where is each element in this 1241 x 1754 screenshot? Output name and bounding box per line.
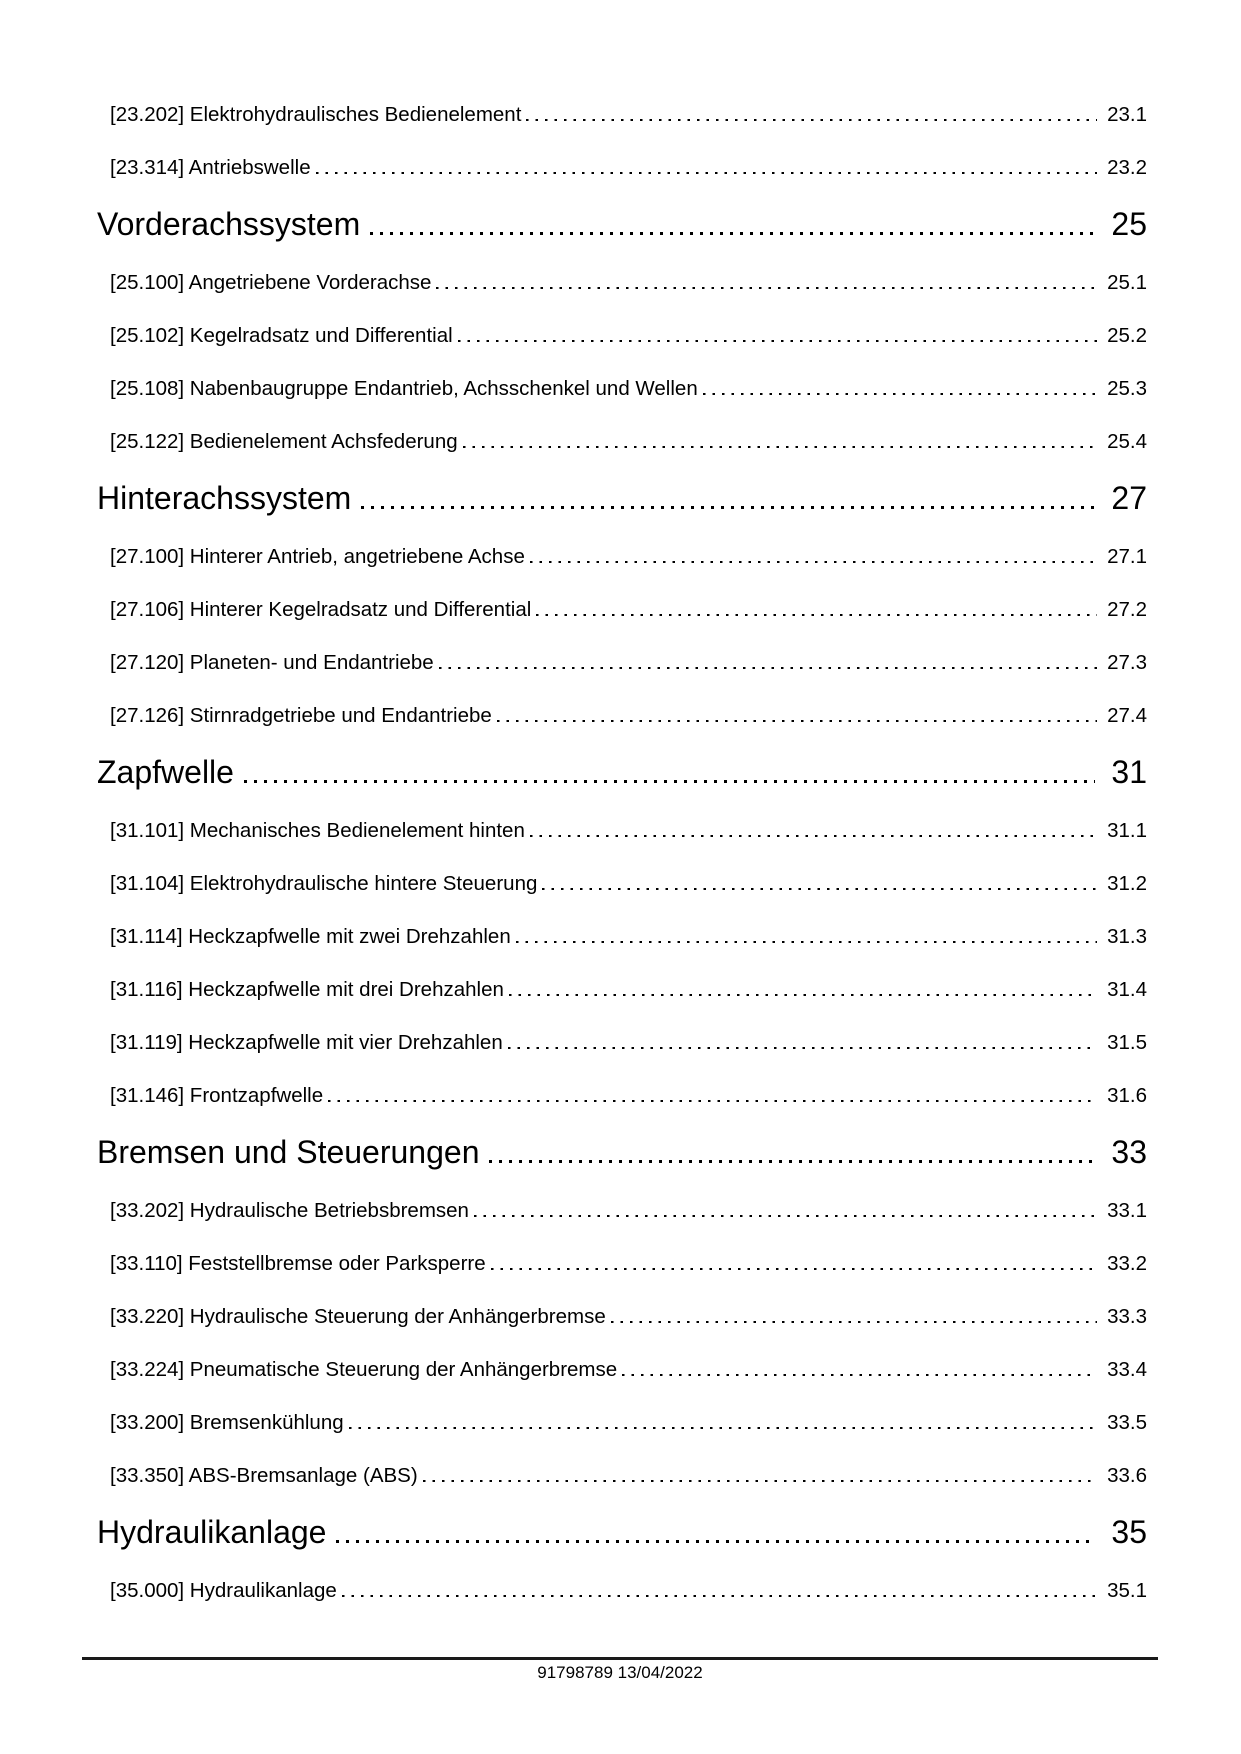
dot-leader bbox=[342, 1595, 1097, 1598]
dot-leader bbox=[497, 720, 1097, 723]
entry-text bbox=[110, 1032, 503, 1053]
entry-page-number: 31.6 bbox=[1107, 1084, 1147, 1107]
section-page-number: 27 bbox=[1111, 480, 1147, 516]
toc-section-heading[interactable] bbox=[97, 756, 1147, 789]
entry-page-number: 35.1 bbox=[1107, 1579, 1147, 1602]
toc-section-heading[interactable] bbox=[97, 1136, 1147, 1169]
dot-leader bbox=[370, 232, 1095, 235]
dot-leader bbox=[509, 994, 1097, 997]
entry-page-number: 27.1 bbox=[1107, 545, 1147, 568]
entry-title: Heckzapfwelle mit vier Drehzahlen bbox=[188, 1031, 503, 1054]
entry-text bbox=[110, 1253, 486, 1274]
toc-entry[interactable] bbox=[97, 705, 1147, 726]
dot-leader bbox=[703, 393, 1097, 396]
section-page-number: 33 bbox=[1111, 1134, 1147, 1170]
section-title: Bremsen und Steuerungen bbox=[97, 1134, 480, 1170]
entry-title: Elektrohydraulische hintere Steuerung bbox=[189, 872, 538, 895]
entry-code: [33.200] bbox=[110, 1411, 185, 1434]
entry-page-number: 27.4 bbox=[1107, 704, 1147, 727]
entry-text bbox=[110, 979, 504, 1000]
entry-code: [33.220] bbox=[110, 1305, 185, 1328]
entry-text bbox=[110, 926, 511, 947]
entry-code: [31.146] bbox=[110, 1084, 185, 1107]
entry-text bbox=[110, 873, 537, 894]
toc-entry[interactable] bbox=[97, 820, 1147, 841]
entry-page-number: 25.2 bbox=[1107, 324, 1147, 347]
entry-title: Hydraulikanlage bbox=[189, 1579, 337, 1602]
entry-code: [25.102] bbox=[110, 324, 185, 347]
entry-page-number: 27.3 bbox=[1107, 651, 1147, 674]
dot-leader bbox=[536, 614, 1097, 617]
entry-title: Bremsenkühlung bbox=[189, 1411, 344, 1434]
entry-text bbox=[110, 599, 531, 620]
entry-code: [31.114] bbox=[110, 925, 183, 948]
toc-section-heading[interactable] bbox=[97, 208, 1147, 241]
toc-entry[interactable] bbox=[97, 1306, 1147, 1327]
dot-leader bbox=[336, 1540, 1095, 1543]
entry-code: [27.100] bbox=[110, 545, 185, 568]
dot-leader bbox=[526, 119, 1097, 122]
entry-title: Angetriebene Vorderachse bbox=[188, 271, 432, 294]
footer-rule bbox=[82, 1657, 1158, 1660]
entry-title: Nabenbaugruppe Endantrieb, Achsschenkel und Wellen bbox=[189, 377, 698, 400]
toc-entry[interactable] bbox=[97, 431, 1147, 452]
toc-entry[interactable] bbox=[97, 546, 1147, 567]
dot-leader bbox=[474, 1215, 1097, 1218]
section-title: Vorderachssystem bbox=[97, 206, 361, 242]
entry-text bbox=[110, 1085, 323, 1106]
entry-text bbox=[110, 705, 492, 726]
toc-entry[interactable] bbox=[97, 1200, 1147, 1221]
entry-text bbox=[110, 1200, 469, 1221]
entry-code: [27.126] bbox=[110, 704, 185, 727]
entry-page-number: 33.1 bbox=[1107, 1199, 1147, 1222]
entry-text bbox=[110, 157, 311, 178]
entry-page-number: 33.2 bbox=[1107, 1252, 1147, 1275]
entry-code: [35.000] bbox=[110, 1579, 185, 1602]
dot-leader bbox=[516, 941, 1097, 944]
toc-entry[interactable] bbox=[97, 873, 1147, 894]
dot-leader bbox=[542, 888, 1097, 891]
entry-text bbox=[110, 1412, 344, 1433]
dot-leader bbox=[439, 667, 1097, 670]
entry-code: [31.104] bbox=[110, 872, 185, 895]
entry-text bbox=[110, 546, 525, 567]
entry-title: Kegelradsatz und Differential bbox=[189, 324, 453, 347]
entry-title: Bedienelement Achsfederung bbox=[189, 430, 458, 453]
toc-entry[interactable] bbox=[97, 1253, 1147, 1274]
entry-page-number: 25.1 bbox=[1107, 271, 1147, 294]
dot-leader bbox=[316, 172, 1098, 175]
entry-code: [31.101] bbox=[110, 819, 185, 842]
table-of-contents bbox=[97, 104, 1147, 1633]
entry-title: Heckzapfwelle mit drei Drehzahlen bbox=[188, 978, 504, 1001]
toc-entry[interactable] bbox=[97, 272, 1147, 293]
entry-page-number: 23.2 bbox=[1107, 156, 1147, 179]
entry-page-number: 33.4 bbox=[1107, 1358, 1147, 1381]
toc-entry[interactable] bbox=[97, 979, 1147, 1000]
dot-leader bbox=[622, 1374, 1097, 1377]
toc-entry[interactable] bbox=[97, 1465, 1147, 1486]
toc-entry[interactable] bbox=[97, 1359, 1147, 1380]
toc-entry[interactable] bbox=[97, 599, 1147, 620]
entry-page-number: 23.1 bbox=[1107, 103, 1147, 126]
entry-title: Heckzapfwelle mit zwei Drehzahlen bbox=[188, 925, 511, 948]
entry-title: Hinterer Antrieb, angetriebene Achse bbox=[189, 545, 525, 568]
entry-page-number: 31.1 bbox=[1107, 819, 1147, 842]
dot-leader bbox=[463, 446, 1097, 449]
entry-text bbox=[110, 1306, 606, 1327]
dot-leader bbox=[611, 1321, 1097, 1324]
entry-page-number: 33.6 bbox=[1107, 1464, 1147, 1487]
entry-title: Hydraulische Steuerung der Anhängerbremse bbox=[189, 1305, 606, 1328]
entry-code: [31.116] bbox=[110, 978, 183, 1001]
entry-code: [33.350] bbox=[110, 1464, 185, 1487]
dot-leader bbox=[349, 1427, 1097, 1430]
entry-text bbox=[110, 378, 698, 399]
dot-leader bbox=[508, 1047, 1097, 1050]
entry-page-number: 33.3 bbox=[1107, 1305, 1147, 1328]
entry-page-number: 25.4 bbox=[1107, 430, 1147, 453]
entry-code: [25.108] bbox=[110, 377, 185, 400]
dot-leader bbox=[489, 1160, 1095, 1163]
section-page-number: 25 bbox=[1111, 206, 1147, 242]
entry-page-number: 25.3 bbox=[1107, 377, 1147, 400]
entry-code: [33.110] bbox=[110, 1252, 183, 1275]
section-page-number: 31 bbox=[1111, 754, 1147, 790]
entry-text bbox=[110, 652, 434, 673]
entry-page-number: 31.4 bbox=[1107, 978, 1147, 1001]
toc-entry[interactable] bbox=[97, 652, 1147, 673]
dot-leader bbox=[436, 287, 1097, 290]
section-title: Hinterachssystem bbox=[97, 480, 352, 516]
toc-entry[interactable] bbox=[97, 1032, 1147, 1053]
entry-text bbox=[110, 431, 458, 452]
footer-text: 91798789 13/04/2022 bbox=[537, 1663, 703, 1682]
entry-text bbox=[110, 1465, 418, 1486]
entry-code: [31.119] bbox=[110, 1031, 183, 1054]
entry-text bbox=[110, 325, 453, 346]
entry-title: Antriebswelle bbox=[188, 156, 311, 179]
dot-leader bbox=[530, 835, 1097, 838]
toc-entry[interactable] bbox=[97, 1412, 1147, 1433]
entry-title: Elektrohydraulisches Bedienelement bbox=[189, 103, 522, 126]
toc-entry[interactable] bbox=[97, 325, 1147, 346]
dot-leader bbox=[244, 780, 1095, 783]
toc-section-heading[interactable] bbox=[97, 482, 1147, 515]
entry-code: [23.202] bbox=[110, 103, 185, 126]
dot-leader bbox=[458, 340, 1097, 343]
toc-entry[interactable] bbox=[97, 926, 1147, 947]
entry-page-number: 31.5 bbox=[1107, 1031, 1147, 1054]
dot-leader bbox=[530, 561, 1097, 564]
entry-code: [33.202] bbox=[110, 1199, 185, 1222]
entry-title: Feststellbremse oder Parksperre bbox=[188, 1252, 486, 1275]
entry-page-number: 31.2 bbox=[1107, 872, 1147, 895]
entry-title: Hinterer Kegelradsatz und Differential bbox=[189, 598, 532, 621]
dot-leader bbox=[491, 1268, 1097, 1271]
entry-title: Mechanisches Bedienelement hinten bbox=[189, 819, 525, 842]
dot-leader bbox=[328, 1100, 1097, 1103]
entry-title: Frontzapfwelle bbox=[189, 1084, 324, 1107]
entry-text bbox=[110, 820, 525, 841]
entry-code: [27.106] bbox=[110, 598, 185, 621]
toc-entry[interactable] bbox=[97, 1580, 1147, 1601]
toc-entry[interactable] bbox=[97, 1085, 1147, 1106]
toc-entry[interactable] bbox=[97, 104, 1147, 125]
entry-title: Pneumatische Steuerung der Anhängerbremse bbox=[189, 1358, 618, 1381]
entry-title: Hydraulische Betriebsbremsen bbox=[189, 1199, 469, 1222]
entry-text bbox=[110, 104, 521, 125]
entry-title: Planeten- und Endantriebe bbox=[189, 651, 434, 674]
entry-text bbox=[110, 1359, 617, 1380]
entry-code: [25.122] bbox=[110, 430, 185, 453]
entry-code: [25.100] bbox=[110, 271, 185, 294]
toc-entry[interactable] bbox=[97, 378, 1147, 399]
section-title: Hydraulikanlage bbox=[97, 1514, 327, 1550]
entry-text bbox=[110, 272, 431, 293]
dot-leader bbox=[423, 1480, 1097, 1483]
toc-section-heading[interactable] bbox=[97, 1516, 1147, 1549]
entry-title: Stirnradgetriebe und Endantriebe bbox=[189, 704, 492, 727]
section-title: Zapfwelle bbox=[97, 754, 234, 790]
entry-page-number: 33.5 bbox=[1107, 1411, 1147, 1434]
entry-code: [27.120] bbox=[110, 651, 185, 674]
toc-entry[interactable] bbox=[97, 157, 1147, 178]
section-page-number: 35 bbox=[1111, 1514, 1147, 1550]
entry-title: ABS-Bremsanlage (ABS) bbox=[188, 1464, 418, 1487]
entry-code: [23.314] bbox=[110, 156, 185, 179]
entry-page-number: 31.3 bbox=[1107, 925, 1147, 948]
entry-code: [33.224] bbox=[110, 1358, 185, 1381]
entry-text bbox=[110, 1580, 337, 1601]
entry-page-number: 27.2 bbox=[1107, 598, 1147, 621]
dot-leader bbox=[361, 506, 1095, 509]
